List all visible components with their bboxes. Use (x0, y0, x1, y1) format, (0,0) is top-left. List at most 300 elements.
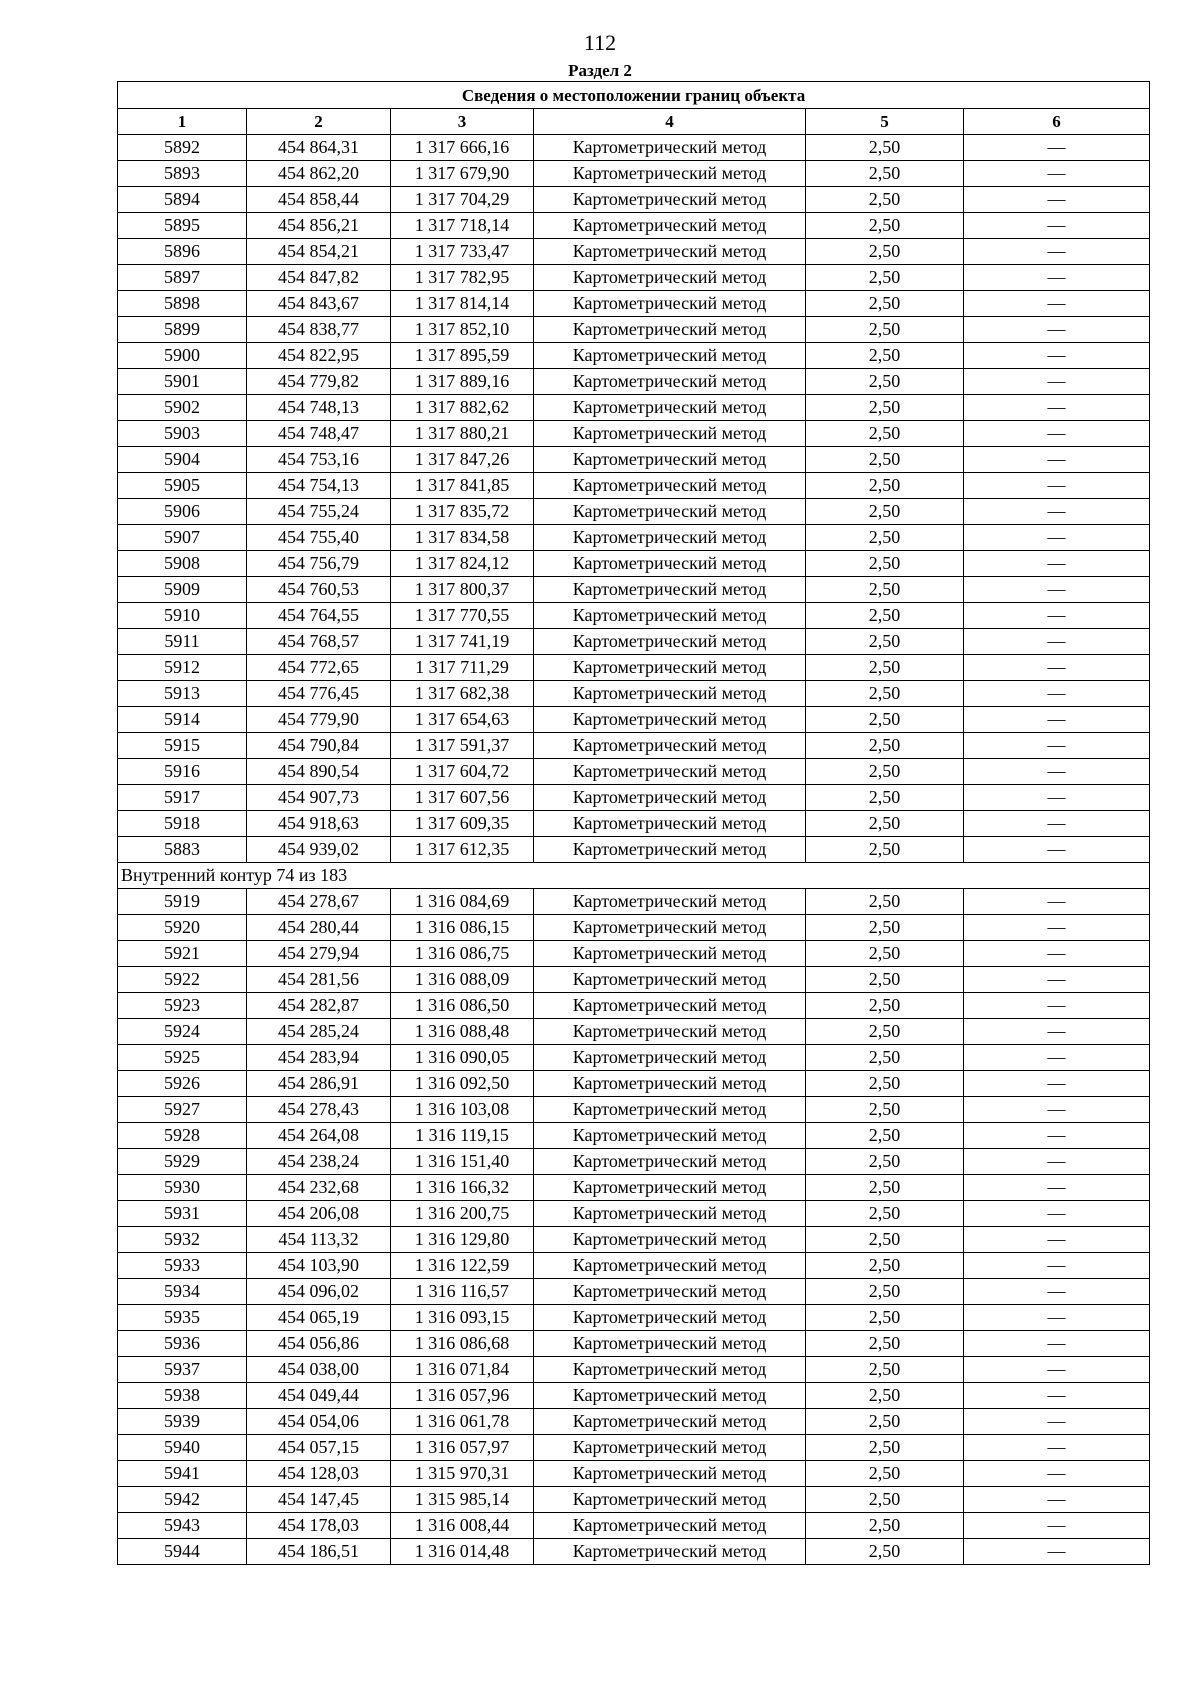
table-row (118, 265, 1150, 291)
method-cell: Картометрический метод (534, 967, 806, 993)
description-cell: — (964, 1097, 1150, 1123)
table-row (118, 655, 1150, 681)
column-header: 3 (391, 109, 534, 135)
description-cell: — (964, 1279, 1150, 1305)
column-header: 2 (247, 109, 391, 135)
method-cell: Картометрический метод (534, 1123, 806, 1149)
accuracy-cell: 2,50 (806, 499, 964, 525)
description-cell: — (964, 135, 1150, 161)
accuracy-cell: 2,50 (806, 629, 964, 655)
point-number-cell: 5921 (118, 941, 247, 967)
accuracy-cell: 2,50 (806, 733, 964, 759)
x-coordinate-cell: 454 755,24 (247, 499, 391, 525)
accuracy-cell: 2,50 (806, 473, 964, 499)
table-row (118, 239, 1150, 265)
point-number-cell: 5906 (118, 499, 247, 525)
table-caption: Сведения о местоположении границ объекта (118, 82, 1150, 109)
accuracy-cell: 2,50 (806, 161, 964, 187)
description-cell: — (964, 239, 1150, 265)
accuracy-cell: 2,50 (806, 707, 964, 733)
y-coordinate-cell: 1 317 733,47 (391, 239, 534, 265)
y-coordinate-cell: 1 316 103,08 (391, 1097, 534, 1123)
x-coordinate-cell: 454 065,19 (247, 1305, 391, 1331)
point-number-cell: 5944 (118, 1539, 247, 1565)
table-row (118, 1019, 1150, 1045)
description-cell: — (964, 499, 1150, 525)
table-row (118, 915, 1150, 941)
table-row (118, 785, 1150, 811)
y-coordinate-cell: 1 317 834,58 (391, 525, 534, 551)
description-cell: — (964, 317, 1150, 343)
point-number-cell: 5940 (118, 1435, 247, 1461)
description-cell: — (964, 1539, 1150, 1565)
y-coordinate-cell: 1 316 008,44 (391, 1513, 534, 1539)
point-number-cell: 5896 (118, 239, 247, 265)
point-number-cell: 5904 (118, 447, 247, 473)
table-row (118, 837, 1150, 863)
table-row (118, 993, 1150, 1019)
method-cell: Картометрический метод (534, 1513, 806, 1539)
x-coordinate-cell: 454 772,65 (247, 655, 391, 681)
table-row (118, 1045, 1150, 1071)
table-row (118, 499, 1150, 525)
point-number-cell: 5917 (118, 785, 247, 811)
x-coordinate-cell: 454 282,87 (247, 993, 391, 1019)
point-number-cell: 5905 (118, 473, 247, 499)
y-coordinate-cell: 1 316 129,80 (391, 1227, 534, 1253)
accuracy-cell: 2,50 (806, 525, 964, 551)
accuracy-cell: 2,50 (806, 1513, 964, 1539)
point-number-cell: 5901 (118, 369, 247, 395)
point-number-cell: 5919 (118, 889, 247, 915)
method-cell: Картометрический метод (534, 1539, 806, 1565)
y-coordinate-cell: 1 317 814,14 (391, 291, 534, 317)
accuracy-cell: 2,50 (806, 1409, 964, 1435)
method-cell: Картометрический метод (534, 447, 806, 473)
y-coordinate-cell: 1 316 119,15 (391, 1123, 534, 1149)
method-cell: Картометрический метод (534, 759, 806, 785)
description-cell: — (964, 343, 1150, 369)
accuracy-cell: 2,50 (806, 239, 964, 265)
accuracy-cell: 2,50 (806, 1227, 964, 1253)
point-number-cell: 5913 (118, 681, 247, 707)
method-cell: Картометрический метод (534, 1331, 806, 1357)
method-cell: Картометрический метод (534, 395, 806, 421)
y-coordinate-cell: 1 315 985,14 (391, 1487, 534, 1513)
description-cell: — (964, 577, 1150, 603)
method-cell: Картометрический метод (534, 915, 806, 941)
method-cell: Картометрический метод (534, 499, 806, 525)
description-cell: — (964, 707, 1150, 733)
point-number-cell: 5931 (118, 1201, 247, 1227)
x-coordinate-cell: 454 847,82 (247, 265, 391, 291)
boundary-coordinates-table (117, 81, 1150, 1565)
y-coordinate-cell: 1 316 116,57 (391, 1279, 534, 1305)
point-number-cell: 5911 (118, 629, 247, 655)
point-number-cell: 5925 (118, 1045, 247, 1071)
x-coordinate-cell: 454 754,13 (247, 473, 391, 499)
y-coordinate-cell: 1 317 711,29 (391, 655, 534, 681)
accuracy-cell: 2,50 (806, 1149, 964, 1175)
point-number-cell: 5899 (118, 317, 247, 343)
y-coordinate-cell: 1 317 841,85 (391, 473, 534, 499)
description-cell: — (964, 421, 1150, 447)
method-cell: Картометрический метод (534, 1461, 806, 1487)
table-row (118, 967, 1150, 993)
x-coordinate-cell: 454 864,31 (247, 135, 391, 161)
table-row (118, 213, 1150, 239)
point-number-cell: 5897 (118, 265, 247, 291)
accuracy-cell: 2,50 (806, 1045, 964, 1071)
table-row (118, 1201, 1150, 1227)
accuracy-cell: 2,50 (806, 1071, 964, 1097)
description-cell: — (964, 1305, 1150, 1331)
description-cell: — (964, 837, 1150, 863)
x-coordinate-cell: 454 038,00 (247, 1357, 391, 1383)
table-row (118, 1097, 1150, 1123)
table-row (118, 395, 1150, 421)
table-row (118, 603, 1150, 629)
table-row (118, 1305, 1150, 1331)
y-coordinate-cell: 1 316 057,97 (391, 1435, 534, 1461)
y-coordinate-cell: 1 316 086,50 (391, 993, 534, 1019)
y-coordinate-cell: 1 317 800,37 (391, 577, 534, 603)
y-coordinate-cell: 1 316 088,48 (391, 1019, 534, 1045)
point-number-cell: 5932 (118, 1227, 247, 1253)
accuracy-cell: 2,50 (806, 785, 964, 811)
x-coordinate-cell: 454 764,55 (247, 603, 391, 629)
accuracy-cell: 2,50 (806, 1383, 964, 1409)
point-number-cell: 5934 (118, 1279, 247, 1305)
accuracy-cell: 2,50 (806, 1201, 964, 1227)
point-number-cell: 5912 (118, 655, 247, 681)
method-cell: Картометрический метод (534, 655, 806, 681)
x-coordinate-cell: 454 918,63 (247, 811, 391, 837)
point-number-cell: 5930 (118, 1175, 247, 1201)
method-cell: Картометрический метод (534, 1097, 806, 1123)
method-cell: Картометрический метод (534, 1435, 806, 1461)
accuracy-cell: 2,50 (806, 1487, 964, 1513)
accuracy-cell: 2,50 (806, 1331, 964, 1357)
y-coordinate-cell: 1 317 604,72 (391, 759, 534, 785)
accuracy-cell: 2,50 (806, 1175, 964, 1201)
y-coordinate-cell: 1 317 889,16 (391, 369, 534, 395)
accuracy-cell: 2,50 (806, 681, 964, 707)
table-row (118, 473, 1150, 499)
method-cell: Картометрический метод (534, 1357, 806, 1383)
x-coordinate-cell: 454 281,56 (247, 967, 391, 993)
method-cell: Картометрический метод (534, 577, 806, 603)
description-cell: — (964, 161, 1150, 187)
point-number-cell: 5920 (118, 915, 247, 941)
method-cell: Картометрический метод (534, 993, 806, 1019)
accuracy-cell: 2,50 (806, 1435, 964, 1461)
accuracy-cell: 2,50 (806, 343, 964, 369)
y-coordinate-cell: 1 316 071,84 (391, 1357, 534, 1383)
x-coordinate-cell: 454 856,21 (247, 213, 391, 239)
method-cell: Картометрический метод (534, 161, 806, 187)
description-cell: — (964, 187, 1150, 213)
y-coordinate-cell: 1 317 591,37 (391, 733, 534, 759)
table-row (118, 577, 1150, 603)
x-coordinate-cell: 454 232,68 (247, 1175, 391, 1201)
table-row (118, 1149, 1150, 1175)
accuracy-cell: 2,50 (806, 837, 964, 863)
method-cell: Картометрический метод (534, 1227, 806, 1253)
description-cell: — (964, 551, 1150, 577)
x-coordinate-cell: 454 096,02 (247, 1279, 391, 1305)
y-coordinate-cell: 1 317 880,21 (391, 421, 534, 447)
x-coordinate-cell: 454 790,84 (247, 733, 391, 759)
description-cell: — (964, 1201, 1150, 1227)
x-coordinate-cell: 454 760,53 (247, 577, 391, 603)
x-coordinate-cell: 454 056,86 (247, 1331, 391, 1357)
description-cell: — (964, 759, 1150, 785)
method-cell: Картометрический метод (534, 1487, 806, 1513)
description-cell: — (964, 291, 1150, 317)
description-cell: — (964, 1045, 1150, 1071)
y-coordinate-cell: 1 317 654,63 (391, 707, 534, 733)
point-number-cell: 5941 (118, 1461, 247, 1487)
accuracy-cell: 2,50 (806, 967, 964, 993)
method-cell: Картометрический метод (534, 941, 806, 967)
point-number-cell: 5923 (118, 993, 247, 1019)
x-coordinate-cell: 454 206,08 (247, 1201, 391, 1227)
point-number-cell: 5908 (118, 551, 247, 577)
y-coordinate-cell: 1 316 093,15 (391, 1305, 534, 1331)
method-cell: Картометрический метод (534, 1045, 806, 1071)
y-coordinate-cell: 1 317 741,19 (391, 629, 534, 655)
method-cell: Картометрический метод (534, 629, 806, 655)
table-row (118, 291, 1150, 317)
method-cell: Картометрический метод (534, 811, 806, 837)
table-row (118, 1435, 1150, 1461)
method-cell: Картометрический метод (534, 837, 806, 863)
table-row (118, 811, 1150, 837)
description-cell: — (964, 1071, 1150, 1097)
point-number-cell: 5922 (118, 967, 247, 993)
y-coordinate-cell: 1 316 151,40 (391, 1149, 534, 1175)
x-coordinate-cell: 454 890,54 (247, 759, 391, 785)
y-coordinate-cell: 1 317 882,62 (391, 395, 534, 421)
y-coordinate-cell: 1 317 770,55 (391, 603, 534, 629)
accuracy-cell: 2,50 (806, 1305, 964, 1331)
description-cell: — (964, 941, 1150, 967)
table-row (118, 681, 1150, 707)
x-coordinate-cell: 454 822,95 (247, 343, 391, 369)
accuracy-cell: 2,50 (806, 551, 964, 577)
method-cell: Картометрический метод (534, 1253, 806, 1279)
y-coordinate-cell: 1 317 682,38 (391, 681, 534, 707)
table-row (118, 1253, 1150, 1279)
method-cell: Картометрический метод (534, 1019, 806, 1045)
method-cell: Картометрический метод (534, 681, 806, 707)
table-row (118, 1227, 1150, 1253)
point-number-cell: 5910 (118, 603, 247, 629)
y-coordinate-cell: 1 317 609,35 (391, 811, 534, 837)
contour-subheading-row (118, 863, 1150, 889)
point-number-cell: 5902 (118, 395, 247, 421)
x-coordinate-cell: 454 755,40 (247, 525, 391, 551)
x-coordinate-cell: 454 779,82 (247, 369, 391, 395)
accuracy-cell: 2,50 (806, 1279, 964, 1305)
accuracy-cell: 2,50 (806, 655, 964, 681)
x-coordinate-cell: 454 843,67 (247, 291, 391, 317)
point-number-cell: 5935 (118, 1305, 247, 1331)
description-cell: — (964, 1461, 1150, 1487)
table-row (118, 447, 1150, 473)
description-cell: — (964, 1357, 1150, 1383)
x-coordinate-cell: 454 054,06 (247, 1409, 391, 1435)
description-cell: — (964, 603, 1150, 629)
x-coordinate-cell: 454 283,94 (247, 1045, 391, 1071)
accuracy-cell: 2,50 (806, 291, 964, 317)
x-coordinate-cell: 454 264,08 (247, 1123, 391, 1149)
method-cell: Картометрический метод (534, 1149, 806, 1175)
table-row (118, 317, 1150, 343)
table-row (118, 187, 1150, 213)
y-coordinate-cell: 1 316 086,68 (391, 1331, 534, 1357)
description-cell: — (964, 1123, 1150, 1149)
point-number-cell: 5883 (118, 837, 247, 863)
x-coordinate-cell: 454 858,44 (247, 187, 391, 213)
y-coordinate-cell: 1 317 824,12 (391, 551, 534, 577)
accuracy-cell: 2,50 (806, 135, 964, 161)
accuracy-cell: 2,50 (806, 993, 964, 1019)
y-coordinate-cell: 1 316 014,48 (391, 1539, 534, 1565)
y-coordinate-cell: 1 317 835,72 (391, 499, 534, 525)
accuracy-cell: 2,50 (806, 577, 964, 603)
table-row (118, 1513, 1150, 1539)
point-number-cell: 5893 (118, 161, 247, 187)
x-coordinate-cell: 454 103,90 (247, 1253, 391, 1279)
accuracy-cell: 2,50 (806, 1123, 964, 1149)
table-row (118, 1331, 1150, 1357)
x-coordinate-cell: 454 049,44 (247, 1383, 391, 1409)
table-row (118, 525, 1150, 551)
x-coordinate-cell: 454 756,79 (247, 551, 391, 577)
point-number-cell: 5894 (118, 187, 247, 213)
method-cell: Картометрический метод (534, 707, 806, 733)
x-coordinate-cell: 454 862,20 (247, 161, 391, 187)
method-cell: Картометрический метод (534, 889, 806, 915)
point-number-cell: 5937 (118, 1357, 247, 1383)
y-coordinate-cell: 1 316 084,69 (391, 889, 534, 915)
y-coordinate-cell: 1 316 061,78 (391, 1409, 534, 1435)
method-cell: Картометрический метод (534, 603, 806, 629)
point-number-cell: 5918 (118, 811, 247, 837)
point-number-cell: 5942 (118, 1487, 247, 1513)
method-cell: Картометрический метод (534, 239, 806, 265)
description-cell: — (964, 1175, 1150, 1201)
y-coordinate-cell: 1 316 090,05 (391, 1045, 534, 1071)
accuracy-cell: 2,50 (806, 317, 964, 343)
method-cell: Картометрический метод (534, 213, 806, 239)
point-number-cell: 5938 (118, 1383, 247, 1409)
x-coordinate-cell: 454 279,94 (247, 941, 391, 967)
method-cell: Картометрический метод (534, 1383, 806, 1409)
accuracy-cell: 2,50 (806, 603, 964, 629)
table-row (118, 941, 1150, 967)
x-coordinate-cell: 454 278,43 (247, 1097, 391, 1123)
description-cell: — (964, 1019, 1150, 1045)
point-number-cell: 5929 (118, 1149, 247, 1175)
description-cell: — (964, 993, 1150, 1019)
y-coordinate-cell: 1 316 200,75 (391, 1201, 534, 1227)
y-coordinate-cell: 1 315 970,31 (391, 1461, 534, 1487)
section-title: Раздел 2 (568, 61, 632, 80)
y-coordinate-cell: 1 317 782,95 (391, 265, 534, 291)
x-coordinate-cell: 454 768,57 (247, 629, 391, 655)
description-cell: — (964, 1435, 1150, 1461)
point-number-cell: 5933 (118, 1253, 247, 1279)
y-coordinate-cell: 1 316 122,59 (391, 1253, 534, 1279)
y-coordinate-cell: 1 316 088,09 (391, 967, 534, 993)
point-number-cell: 5943 (118, 1513, 247, 1539)
description-cell: — (964, 369, 1150, 395)
accuracy-cell: 2,50 (806, 1539, 964, 1565)
description-cell: — (964, 1383, 1150, 1409)
point-number-cell: 5915 (118, 733, 247, 759)
description-cell: — (964, 213, 1150, 239)
accuracy-cell: 2,50 (806, 421, 964, 447)
method-cell: Картометрический метод (534, 785, 806, 811)
description-cell: — (964, 473, 1150, 499)
table-row (118, 1487, 1150, 1513)
description-cell: — (964, 395, 1150, 421)
point-number-cell: 5928 (118, 1123, 247, 1149)
y-coordinate-cell: 1 317 704,29 (391, 187, 534, 213)
x-coordinate-cell: 454 748,47 (247, 421, 391, 447)
table-row (118, 343, 1150, 369)
y-coordinate-cell: 1 317 895,59 (391, 343, 534, 369)
y-coordinate-cell: 1 316 086,75 (391, 941, 534, 967)
y-coordinate-cell: 1 317 607,56 (391, 785, 534, 811)
accuracy-cell: 2,50 (806, 395, 964, 421)
method-cell: Картометрический метод (534, 551, 806, 577)
accuracy-cell: 2,50 (806, 811, 964, 837)
x-coordinate-cell: 454 278,67 (247, 889, 391, 915)
table-row (118, 629, 1150, 655)
table-row (118, 733, 1150, 759)
table-row (118, 707, 1150, 733)
point-number-cell: 5926 (118, 1071, 247, 1097)
x-coordinate-cell: 454 286,91 (247, 1071, 391, 1097)
point-number-cell: 5900 (118, 343, 247, 369)
table-row (118, 161, 1150, 187)
table-row (118, 1539, 1150, 1565)
x-coordinate-cell: 454 280,44 (247, 915, 391, 941)
description-cell: — (964, 915, 1150, 941)
table-row (118, 421, 1150, 447)
accuracy-cell: 2,50 (806, 187, 964, 213)
point-number-cell: 5936 (118, 1331, 247, 1357)
y-coordinate-cell: 1 317 847,26 (391, 447, 534, 473)
description-cell: — (964, 785, 1150, 811)
accuracy-cell: 2,50 (806, 213, 964, 239)
description-cell: — (964, 447, 1150, 473)
description-cell: — (964, 967, 1150, 993)
method-cell: Картометрический метод (534, 1175, 806, 1201)
x-coordinate-cell: 454 838,77 (247, 317, 391, 343)
method-cell: Картометрический метод (534, 1279, 806, 1305)
accuracy-cell: 2,50 (806, 265, 964, 291)
description-cell: — (964, 681, 1150, 707)
y-coordinate-cell: 1 316 092,50 (391, 1071, 534, 1097)
method-cell: Картометрический метод (534, 369, 806, 395)
x-coordinate-cell: 454 753,16 (247, 447, 391, 473)
method-cell: Картометрический метод (534, 473, 806, 499)
